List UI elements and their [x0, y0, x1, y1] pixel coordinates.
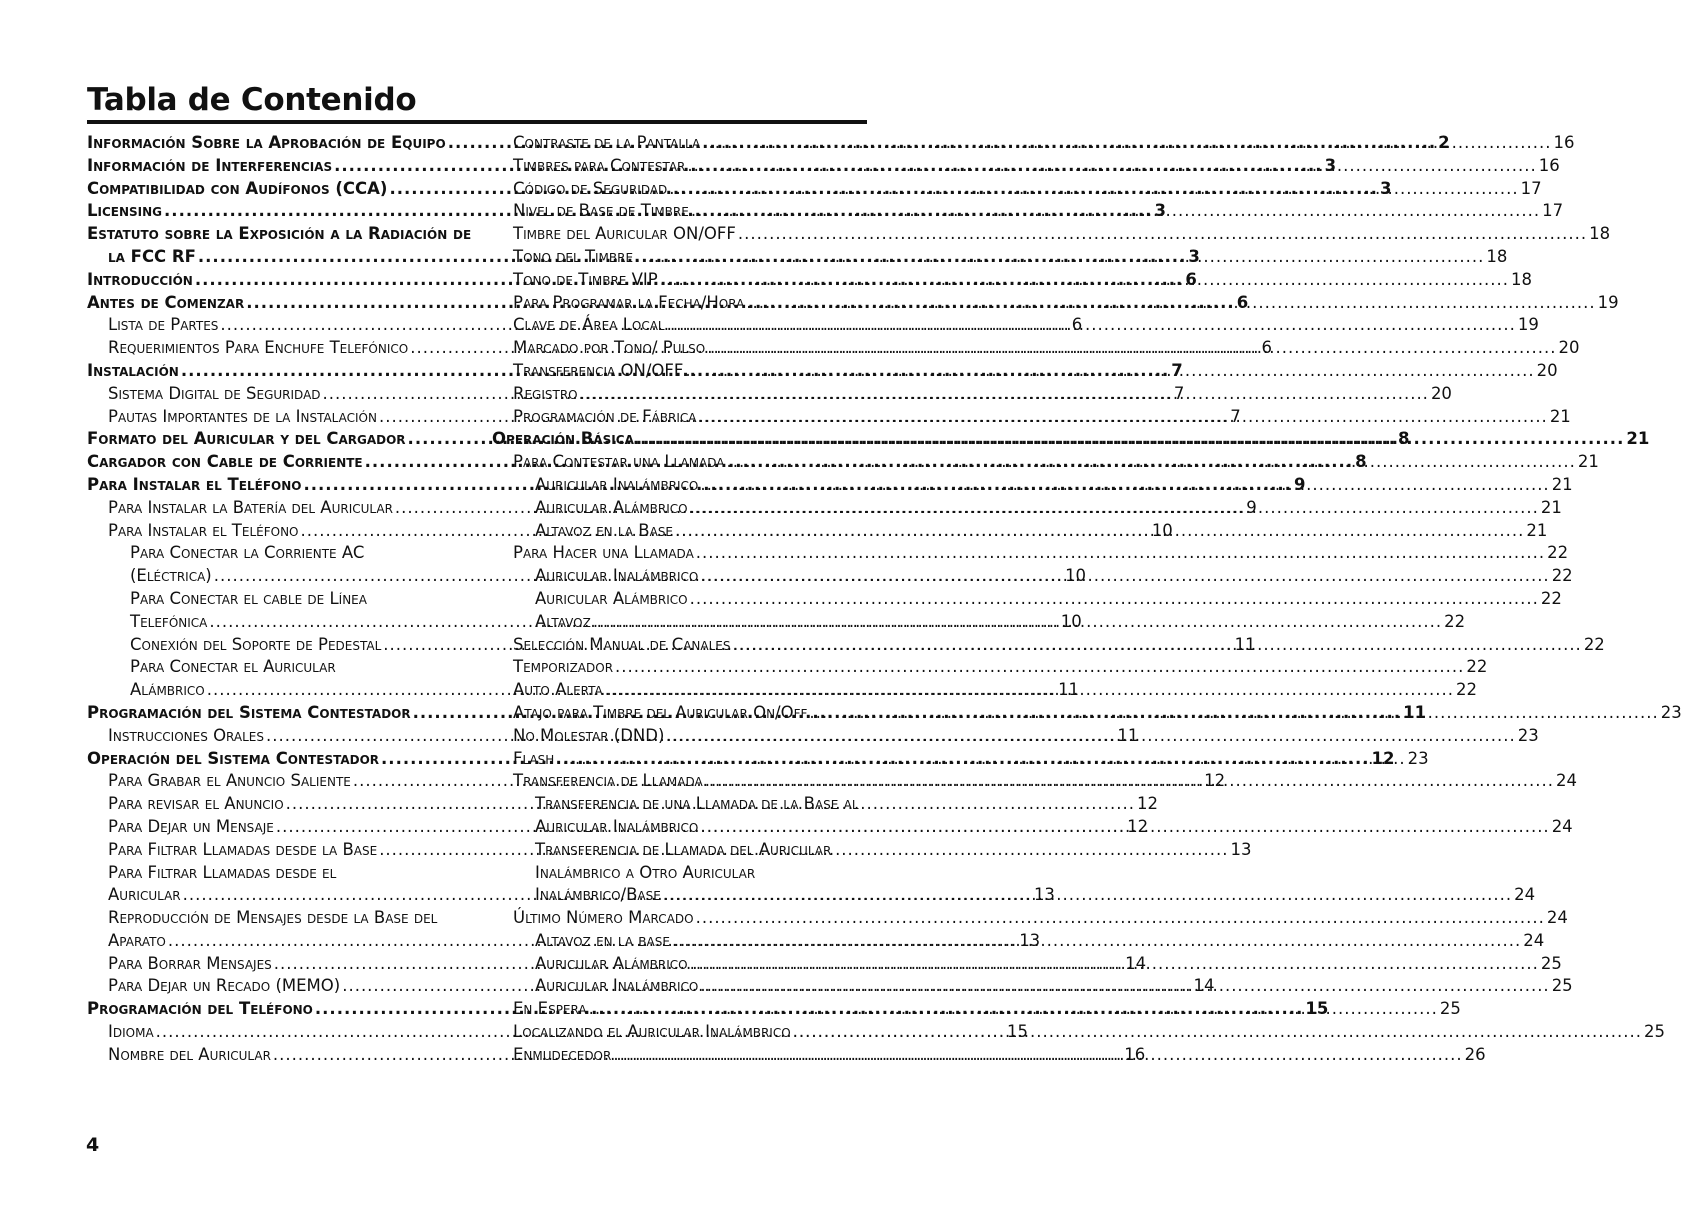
toc-entry-page: 20	[1430, 383, 1452, 403]
toc-dot-leader	[672, 930, 1521, 953]
toc-entry-title: Nivel de Base de Timbre	[513, 201, 689, 221]
toc-entry-title: Para Programar la Fecha/Hora	[513, 292, 745, 312]
toc-entry-title: Tono del Timbre	[513, 246, 634, 266]
toc-entry-page: 24	[1551, 816, 1573, 836]
toc-entry-page: 24	[1523, 930, 1545, 950]
toc-entry-title: Para Dejar un Mensaje	[108, 816, 274, 836]
toc-entry-title: Instrucciones Orales	[108, 725, 265, 745]
toc-entry-page: 12	[1204, 771, 1226, 791]
toc-entry-title: Para Dejar un Recado (MEMO)	[108, 976, 341, 996]
toc-dot-leader	[666, 725, 1515, 748]
toc-dot-leader	[702, 132, 1551, 155]
toc-entry-title: Conexión del Soporte de Pedestal	[130, 634, 382, 654]
toc-dot-leader	[699, 406, 1548, 429]
toc-entry-page: 9	[1293, 474, 1306, 494]
toc-entry-page: 3	[1188, 246, 1200, 266]
toc-entry-page: 21	[1549, 406, 1571, 426]
toc-entry-title: Contraste de la Pantalla	[513, 133, 701, 152]
toc-dot-leader	[605, 679, 1454, 702]
toc-entry[interactable]	[492, 269, 1533, 292]
toc-entry-page: 22	[1456, 680, 1478, 700]
toc-entry-page: 11	[1234, 634, 1256, 654]
toc-dot-leader	[700, 975, 1549, 998]
toc-entry-title: Altavoz en la base	[535, 930, 670, 950]
toc-entry[interactable]	[492, 907, 1568, 930]
toc-entry-page: 21	[1526, 520, 1548, 540]
toc-dot-leader	[738, 223, 1587, 246]
toc-entry-page: 9	[1246, 497, 1257, 517]
toc-entry-title: Transferencia ON/OFF	[513, 360, 684, 380]
toc-entry[interactable]	[492, 542, 1569, 565]
toc-dot-leader	[687, 155, 1536, 178]
toc-entry-title: Para Filtrar Llamadas desde el	[108, 862, 337, 882]
toc-entry-page: 3	[1379, 178, 1392, 198]
toc-dot-leader	[593, 611, 1442, 634]
toc-entry-page: 3	[1324, 155, 1337, 175]
toc-entry[interactable]	[87, 656, 457, 679]
toc-dot-leader	[696, 907, 1545, 930]
toc-entry[interactable]	[87, 223, 472, 246]
toc-entry-page: 15	[1305, 999, 1329, 1019]
toc-entry-title: Altavoz	[535, 611, 591, 631]
toc-entry[interactable]	[492, 428, 1650, 451]
toc-entry-page: 6	[1185, 269, 1197, 289]
toc-entry[interactable]	[492, 155, 1560, 178]
toc-entry-title: Para revisar el Anuncio	[108, 794, 284, 814]
toc-entry-title: Flash	[513, 748, 555, 768]
toc-entry-title: Requerimientos Para Enchufe Telefónico	[108, 338, 409, 358]
toc-entry[interactable]	[492, 246, 1508, 269]
toc-entry-title: Último Número Marcado	[513, 908, 694, 928]
toc-entry-title: Operación del Sistema Contestador	[87, 748, 380, 768]
toc-dot-leader	[615, 656, 1464, 679]
toc-entry[interactable]	[492, 200, 1564, 223]
toc-dot-leader	[793, 1021, 1642, 1044]
toc-entry-title: Licensing	[87, 201, 163, 221]
toc-entry-page: 13	[1019, 930, 1041, 950]
toc-entry-title: Reproducción de Mensajes desde la Base del	[108, 908, 438, 928]
toc-entry-page: 22	[1547, 543, 1569, 563]
toc-entry-page: 26	[1464, 1044, 1486, 1064]
toc-entry-page: 7	[1171, 360, 1183, 380]
toc-entry-title: Transferencia de Llamada del Auricular	[535, 839, 832, 859]
toc-entry-page: 6	[1236, 292, 1249, 312]
toc-entry-title: Telefónica	[130, 611, 208, 631]
toc-entry-title: Inalámbrico a Otro Auricular	[535, 862, 756, 882]
toc-dot-leader	[556, 748, 1405, 771]
toc-entry-page: 23	[1407, 748, 1429, 768]
toc-dot-leader	[589, 998, 1438, 1021]
toc-dot-leader	[675, 520, 1524, 543]
toc-entry-title: Registro	[513, 383, 578, 403]
toc-entry-title: la FCC RF	[108, 246, 196, 266]
toc-entry[interactable]	[492, 451, 1599, 474]
toc-entry-title: (Eléctrica)	[130, 566, 212, 586]
toc-entry-title: Clave de Área Local	[513, 315, 665, 335]
toc-entry-title: Operación Básica	[492, 429, 634, 449]
toc-entry-title: Para Hacer una Llamada	[513, 543, 694, 563]
toc-dot-leader	[707, 337, 1556, 360]
toc-entry-page: 3	[1154, 201, 1166, 221]
toc-dot-leader	[613, 1044, 1462, 1067]
toc-entry[interactable]	[87, 862, 457, 885]
toc-entry-title: Auricular Alámbrico	[535, 588, 688, 608]
toc-entry-title: Nombre del Auricular	[108, 1044, 271, 1064]
toc-entry-title: No Molestar (DND)	[513, 725, 665, 745]
toc-entry-page: 11	[1403, 702, 1427, 722]
toc-entry[interactable]	[87, 907, 457, 930]
toc-entry-title: Tono de Timbre VIP	[513, 269, 658, 289]
toc-entry-page: 16	[1124, 1044, 1146, 1064]
toc-entry[interactable]	[492, 474, 1573, 497]
toc-entry[interactable]	[492, 793, 864, 816]
toc-entry-page: 23	[1517, 725, 1539, 745]
toc-entry[interactable]	[492, 406, 1571, 429]
toc-entry-title: Programación del Teléfono	[87, 999, 313, 1019]
toc-entry-title: Enmudecedor	[513, 1044, 612, 1064]
toc-entry-title: Estatuto sobre la Exposición a la Radiación de	[87, 224, 472, 244]
toc-entry-title: Formato del Auricular y del Cargador	[87, 429, 406, 449]
toc-dot-leader	[580, 383, 1429, 406]
toc-entry-title: Para Instalar el Teléfono	[108, 520, 299, 540]
toc-entry[interactable]	[492, 839, 864, 862]
toc-entry[interactable]	[87, 588, 457, 611]
toc-entry-title: Para Instalar el Teléfono	[87, 474, 302, 494]
toc-dot-leader	[691, 200, 1540, 223]
toc-dot-leader	[690, 953, 1539, 976]
toc-entry-title: Para Conectar el Auricular	[130, 657, 336, 677]
toc-entry[interactable]	[492, 132, 1575, 155]
toc-entry[interactable]	[492, 292, 1619, 315]
toc-entry-title: Código de Seguridad	[513, 178, 668, 198]
toc-entry-page: 13	[1033, 885, 1055, 905]
toc-entry-page: 18	[1486, 246, 1508, 266]
toc-entry-title: Para Filtrar Llamadas desde la Base	[108, 839, 378, 859]
toc-entry-title: Para Contestar una Llamada	[513, 452, 725, 472]
toc-entry-page: 19	[1597, 292, 1619, 312]
toc-entry[interactable]	[492, 862, 864, 885]
toc-entry-title: En Espera	[513, 999, 587, 1019]
toc-dot-leader	[809, 702, 1658, 725]
toc-entry-page: 15	[1006, 1022, 1028, 1042]
title-rule	[87, 120, 867, 124]
toc-entry[interactable]	[492, 497, 1562, 520]
toc-entry-page: 25	[1439, 999, 1461, 1019]
toc-entry[interactable]	[492, 656, 1488, 679]
toc-entry-title: Para Conectar la Corriente AC	[130, 543, 365, 563]
toc-entry-title: Antes de Comenzar	[87, 292, 245, 312]
toc-dot-leader	[636, 428, 1624, 451]
toc-entry-page: 22	[1551, 566, 1573, 586]
toc-entry-page: 19	[1517, 315, 1539, 335]
toc-entry-title: Lista de Partes	[108, 315, 219, 335]
toc-entry[interactable]	[492, 337, 1580, 360]
toc-entry-page: 14	[1125, 953, 1147, 973]
toc-dot-leader	[635, 246, 1484, 269]
toc-dot-leader	[690, 588, 1539, 611]
toc-entry-page: 8	[1398, 429, 1410, 449]
toc-entry-page: 20	[1558, 338, 1580, 358]
toc-entry-title: Localizando el Auricular Inalámbrico	[513, 1022, 791, 1042]
toc-entry-page: 12	[1127, 816, 1149, 836]
toc-entry-title: Cargador con Cable de Corriente	[87, 452, 363, 472]
toc-entry-page: 7	[1230, 406, 1241, 426]
toc-entry-title: Altavoz en la Base	[535, 520, 674, 540]
toc-entry-title: Auricular Alámbrico	[535, 497, 688, 517]
toc-entry-title: Inalámbrico/Base	[535, 885, 661, 905]
toc-entry-title: Programación del Sistema Contestador	[87, 702, 411, 722]
toc-dot-leader	[700, 816, 1549, 839]
toc-entry-title: Atajo para Timbre del Auricular On/Off	[513, 702, 808, 722]
toc-entry-page: 21	[1540, 497, 1562, 517]
toc-entry-page: 18	[1511, 269, 1533, 289]
toc-entry[interactable]	[87, 542, 457, 565]
toc-entry-page: 21	[1626, 429, 1650, 449]
toc-entry-title: Para Conectar el cable de Línea	[130, 588, 367, 608]
toc-entry-title: Sistema Digital de Seguridad	[108, 383, 321, 403]
toc-entry-title: Auto Alerta	[513, 680, 603, 700]
toc-entry-page: 25	[1551, 976, 1573, 996]
toc-dot-leader	[660, 269, 1509, 292]
toc-entry-page: 24	[1556, 771, 1578, 791]
toc-entry-page: 21	[1551, 474, 1573, 494]
toc-entry-title: Pautas Importantes de la Instalación	[108, 406, 377, 426]
toc-dot-leader	[667, 314, 1516, 337]
toc-dot-leader	[669, 178, 1518, 201]
toc-entry-title: Auricular Inalámbrico	[535, 566, 699, 586]
toc-dot-leader	[746, 292, 1595, 315]
toc-entry-title: Selección Manual de Canales	[513, 634, 731, 654]
toc-entry[interactable]	[492, 178, 1542, 201]
toc-entry[interactable]	[492, 383, 1452, 406]
toc-entry-page: 24	[1514, 885, 1536, 905]
toc-entry-page: 12	[1136, 794, 1158, 814]
toc-entry-page: 23	[1660, 702, 1682, 722]
toc-entry-title: Transferencia de Llamada	[513, 771, 703, 791]
page-title: Tabla de Contenido	[87, 82, 417, 118]
toc-entry-page: 10	[1151, 520, 1173, 540]
toc-entry-page: 10	[1065, 566, 1087, 586]
toc-entry-title: Compatibilidad con Audífonos (CCA)	[87, 178, 388, 198]
page-number: 4	[86, 1134, 100, 1156]
toc-dot-leader	[690, 497, 1539, 520]
toc-entry-page: 7	[1173, 383, 1185, 403]
toc-entry-page: 16	[1538, 155, 1560, 175]
toc-dot-leader	[705, 770, 1554, 793]
toc-entry-page: 20	[1536, 360, 1558, 380]
toc-entry-page: 24	[1546, 908, 1568, 928]
toc-entry-page: 11	[1058, 680, 1080, 700]
toc-entry-page: 22	[1540, 588, 1562, 608]
toc-entry-title: Introducción	[87, 269, 193, 289]
toc-entry[interactable]	[492, 314, 1539, 337]
toc-entry-title: Aparato	[108, 930, 166, 950]
toc-entry-page: 17	[1542, 201, 1564, 221]
toc-dot-leader	[727, 451, 1576, 474]
toc-entry-page: 17	[1520, 178, 1542, 198]
toc-entry[interactable]	[492, 588, 1562, 611]
toc-entry-title: Alámbrico	[130, 680, 205, 700]
toc-entry-title: Información Sobre la Aprobación de Equipo	[87, 133, 446, 152]
toc-entry-title: Auricular Alámbrico	[535, 953, 688, 973]
toc-entry-title: Auricular Inalámbrico	[535, 976, 699, 996]
toc-entry-page: 13	[1230, 839, 1252, 859]
toc-entry-page: 6	[1071, 315, 1083, 335]
toc-entry-page: 12	[1371, 748, 1395, 768]
toc-entry-title: Instalación	[87, 360, 179, 380]
toc-entry[interactable]	[492, 360, 1558, 383]
toc-entry-title: Timbre del Auricular ON/OFF	[513, 224, 736, 244]
toc-entry-title: Timbres para Contestar	[513, 155, 686, 175]
toc-entry[interactable]	[492, 223, 1611, 246]
toc-entry-title: Programación de Fábrica	[513, 406, 697, 426]
toc-entry-page: 22	[1583, 634, 1605, 654]
toc-dot-leader	[663, 884, 1512, 907]
toc-entry-page: 16	[1553, 133, 1575, 152]
toc-entry-page: 25	[1540, 953, 1562, 973]
toc-entry-page: 25	[1643, 1022, 1665, 1042]
toc-entry-title: Temporizador	[513, 657, 614, 677]
toc-entry-title: Auricular Inalámbrico	[535, 474, 699, 494]
toc-entry-page: 8	[1355, 452, 1367, 472]
toc-entry-title: Auricular Inalámbrico	[535, 816, 699, 836]
toc-entry-title: Para Grabar el Anuncio Saliente	[108, 771, 351, 791]
toc-entry-title: Marcado por Tono/ Pulso	[513, 338, 706, 358]
toc-entry-page: 22	[1466, 657, 1488, 677]
toc-entry-title: Para Instalar la Batería del Auricular	[108, 497, 393, 517]
toc-entry-page: 2	[1438, 133, 1450, 152]
toc-dot-leader	[733, 634, 1582, 657]
toc-entry-page: 14	[1193, 976, 1215, 996]
toc-entry-title: Idioma	[108, 1022, 154, 1042]
toc-dot-leader	[700, 474, 1549, 497]
toc-entry-title: Auricular	[108, 885, 181, 905]
toc-dot-leader	[685, 360, 1534, 383]
toc-entry-title: Información de Interferencias	[87, 155, 333, 175]
toc-entry-page: 18	[1589, 224, 1611, 244]
toc-entry-page: 21	[1577, 452, 1599, 472]
toc-entry-page: 6	[1261, 338, 1273, 358]
toc-entry-page: 22	[1444, 611, 1466, 631]
toc-entry-title: Transferencia de una Llamada de la Base al	[535, 794, 859, 814]
toc-dot-leader	[696, 542, 1545, 565]
toc-entry-title: Para Borrar Mensajes	[108, 953, 272, 973]
toc-entry-page: 10	[1060, 611, 1082, 631]
toc-entry-page: 11	[1117, 725, 1139, 745]
toc-dot-leader	[700, 565, 1549, 588]
